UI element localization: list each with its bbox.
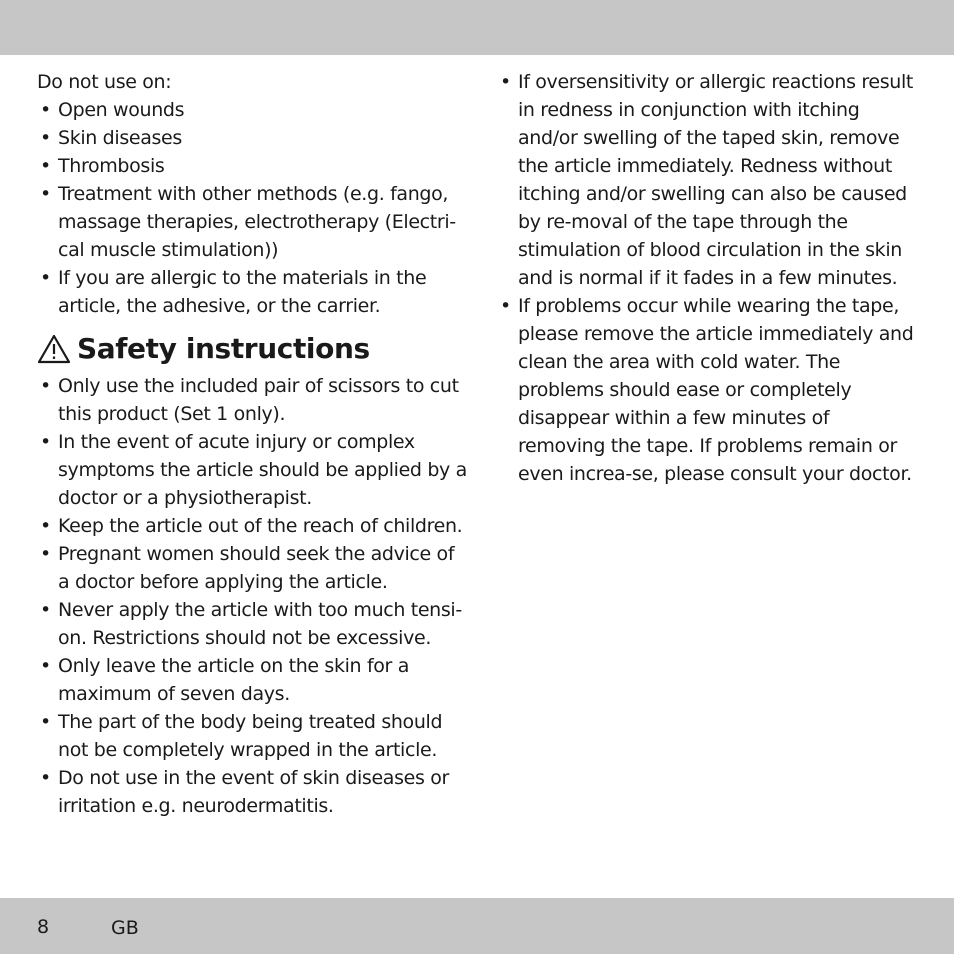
bullet-icon: •: [40, 431, 51, 453]
page-number: 8: [37, 916, 50, 938]
list-item: • If problems occur while wearing the tape, please remove the article immediately and clean the area with cold water. The problems should ease or completely disappear within a few minutes of removing the tape. If problems remain or even increa-se, please consult your doctor.: [497, 292, 917, 488]
section-title: Safety instructions: [77, 332, 370, 365]
header-band: [0, 0, 954, 55]
list-item: • Only use the included pair of scissors to cut this product (Set 1 only).: [37, 372, 467, 428]
bullet-icon: •: [40, 267, 51, 289]
right-column: [497, 68, 917, 488]
list-item: • In the event of acute injury or complex symptoms the article should be applied by a doctor or a physiotherapist.: [37, 428, 467, 512]
bullet-icon: •: [40, 655, 51, 677]
do-not-use-intro: Do not use on:: [37, 71, 172, 93]
left-column: [37, 68, 467, 820]
list-item: • Open wounds: [37, 96, 467, 124]
list-item: • Keep the article out of the reach of children.: [37, 512, 467, 540]
bullet-icon: •: [40, 515, 51, 537]
do-not-use-list: [37, 96, 467, 320]
list-item: • If you are allergic to the materials in the article, the adhesive, or the carrier.: [37, 264, 467, 320]
safety-instructions-list: [37, 372, 467, 820]
safety-heading: [37, 332, 467, 366]
bullet-icon: •: [40, 711, 51, 733]
list-item: • Treatment with other methods (e.g. fango, massage therapies, electrotherapy (Electri-cal muscle stimulation)): [37, 180, 467, 264]
bullet-icon: •: [40, 127, 51, 149]
list-item: • The part of the body being treated should not be completely wrapped in the article.: [37, 708, 467, 764]
list-item: • Do not use in the event of skin diseases or irritation e.g. neurodermatitis.: [37, 764, 467, 820]
language-code: GB: [111, 917, 139, 939]
footer-band: [0, 898, 954, 954]
bullet-icon: •: [500, 71, 511, 93]
list-item: • Pregnant women should seek the advice of a doctor before applying the article.: [37, 540, 467, 596]
bullet-icon: •: [40, 599, 51, 621]
list-item: • Never apply the article with too much tensi-on. Restrictions should not be excessive.: [37, 596, 467, 652]
list-item: • Skin diseases: [37, 124, 467, 152]
bullet-icon: •: [500, 295, 511, 317]
warning-triangle-icon: [37, 334, 71, 364]
bullet-icon: •: [40, 375, 51, 397]
bullet-icon: •: [40, 99, 51, 121]
reaction-list: [497, 68, 917, 488]
bullet-icon: •: [40, 155, 51, 177]
list-item: • Thrombosis: [37, 152, 467, 180]
list-item: • If oversensitivity or allergic reactions result in redness in conjunction with itching and/or swelling of the taped skin, remove the article immediately. Redness without itching and/or swelling can also be caused by re-moval of the tape through the stimulation of blood circulation in the skin and is normal if it fades in a few minutes.: [497, 68, 917, 292]
bullet-icon: •: [40, 183, 51, 205]
list-item: • Only leave the article on the skin for a maximum of seven days.: [37, 652, 467, 708]
bullet-icon: •: [40, 767, 51, 789]
bullet-icon: •: [40, 543, 51, 565]
